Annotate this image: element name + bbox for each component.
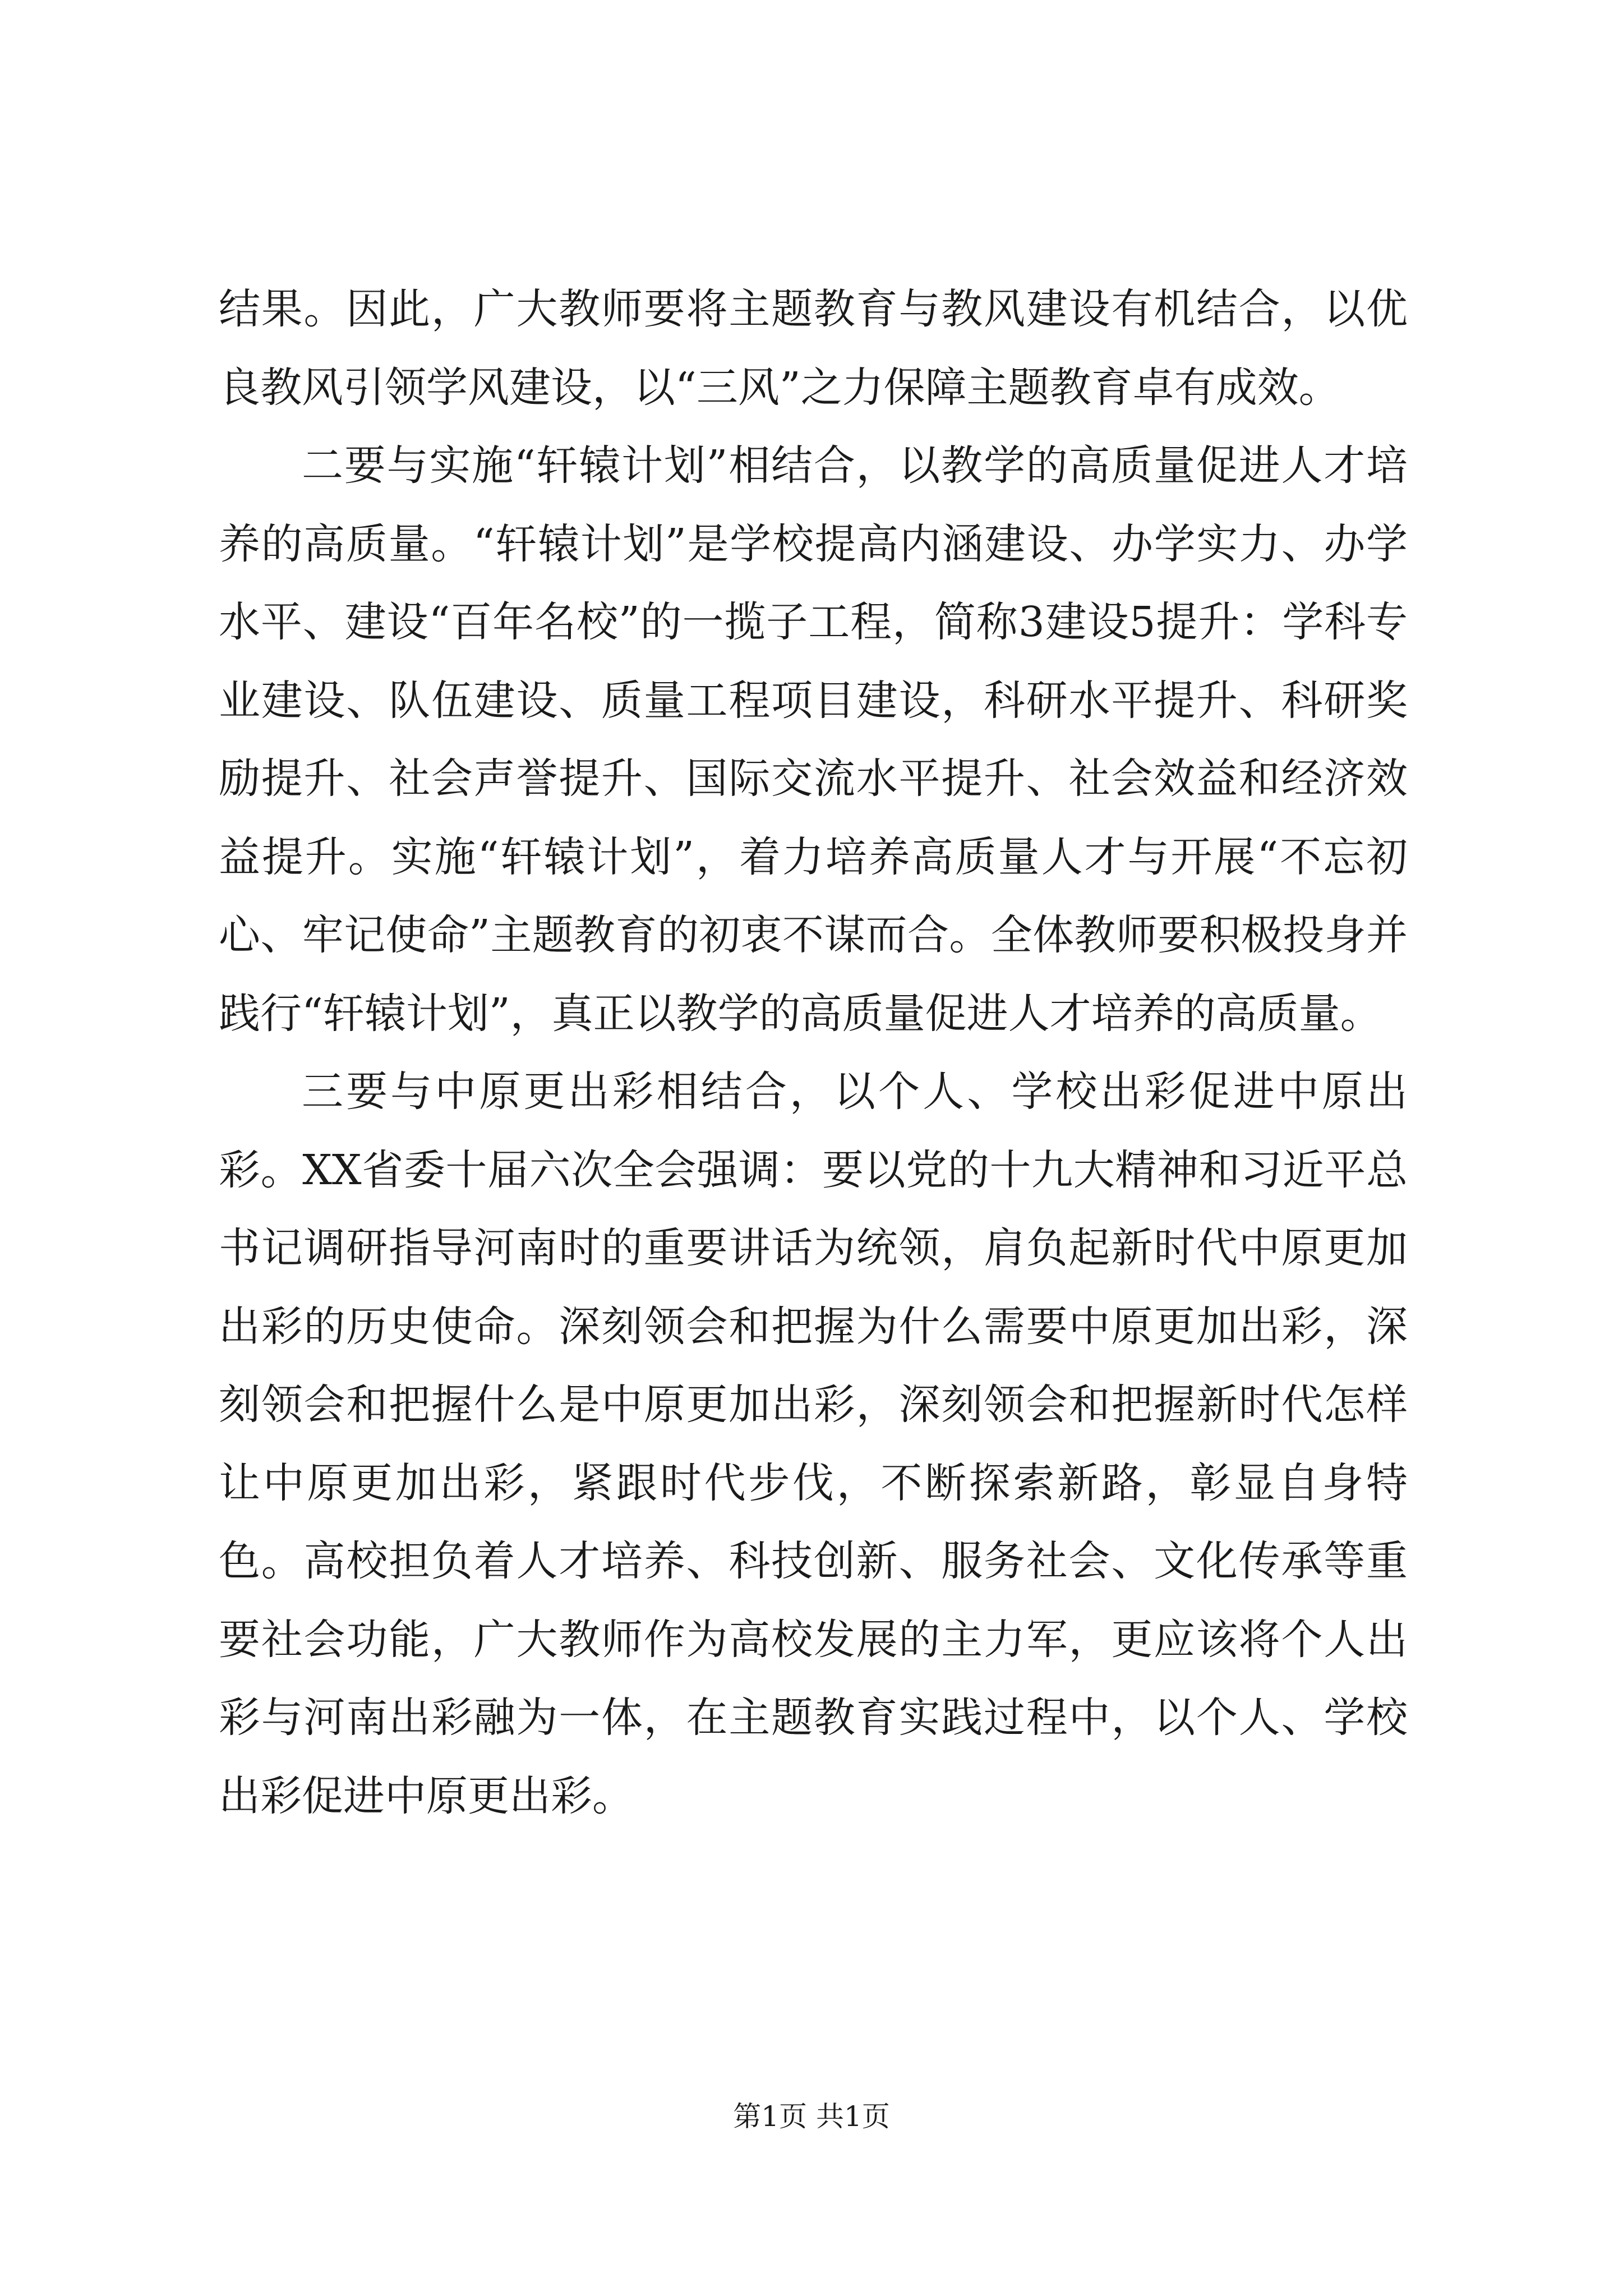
paragraph-1: 结果。因此，广大教师要将主题教育与教风建设有机结合，以优良教风引领学风建设，以“三风”之力保障主题教育卓有成效。 [219,285,1408,412]
paragraph-2: 二要与实施“轩辕计划”相结合，以教学的高质量促进人才培养的高质量。“轩辕计划”是学校提高内涵建设、办学实力、办学水平、建设“百年名校”的一揽子工程，简称3建设5提升：学科专业建设、队伍建设、质量工程项目建设，科研水平提升、科研奖励提升、社会声誉提升、国际交流水平提升、社会效益和经济效益提升。实施“轩辕计划”，着力培养高质量人才与开展“不忘初心、牢记使命”主题教育的初衷不谋而合。全体教师要积极投身并践行“轩辕计划”，真正以教学的高质量促进人才培养的高质量。 [219,441,1408,1038]
paragraph-3: 三要与中原更出彩相结合，以个人、学校出彩促进中原出彩。XX省委十届六次全会强调：要以党的十九大精神和习近平总书记调研指导河南时的重要讲话为统领，肩负起新时代中原更加出彩的历史使命。深刻领会和把握为什么需要中原更加出彩，深刻领会和把握什么是中原更加出彩，深刻领会和把握新时代怎样让中原更加出彩，紧跟时代步伐，不断探索新路，彰显自身特色。高校担负着人才培养、科技创新、服务社会、文化传承等重要社会功能，广大教师作为高校发展的主力军，更应该将个人出彩与河南出彩融为一体，在主题教育实践过程中，以个人、学校出彩促进中原更出彩。 [219,1068,1408,1820]
document-body [219,270,1408,1835]
page-footer: 第1页 共1页 [733,2100,890,2133]
